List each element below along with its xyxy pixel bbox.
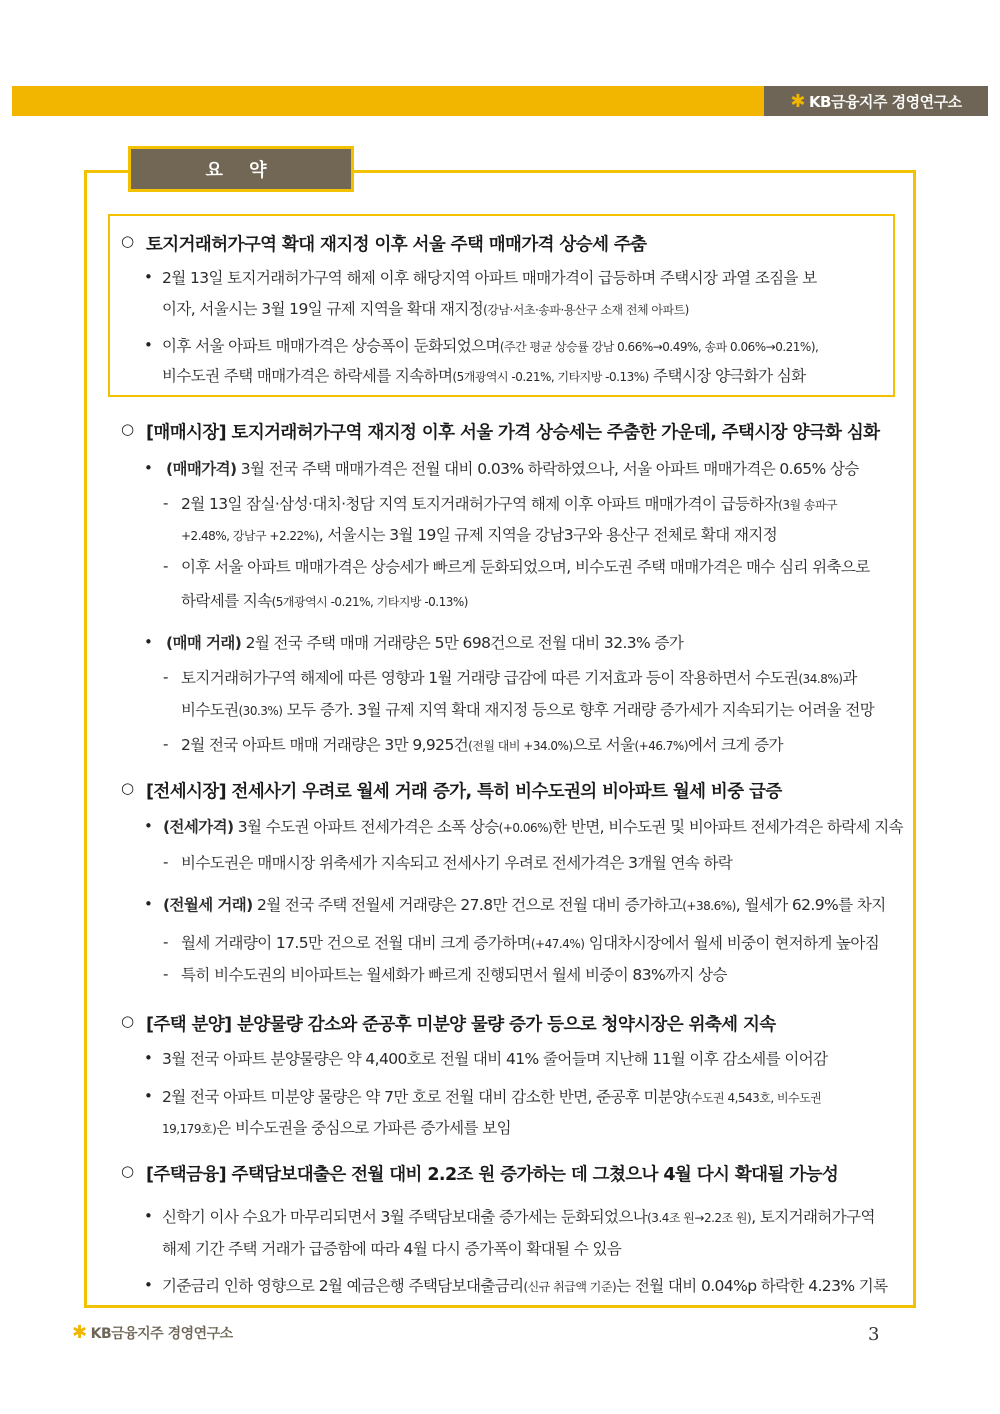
s3-bullet2 xyxy=(163,893,886,915)
dash-icon: - xyxy=(163,853,169,871)
dash-icon: - xyxy=(163,557,169,575)
s3-b2-lead: (전월세 거래) xyxy=(163,896,253,914)
bullet-icon: • xyxy=(144,1276,153,1294)
s2-dash4 xyxy=(181,733,783,755)
s2-d3-l1-text: 토지거래허가구역 해제에 따른 영향과 1월 거래량 급감에 따른 기저효과 등이 작용하면서 수도권 xyxy=(181,669,799,687)
dash-icon: - xyxy=(163,933,169,951)
s1-bullet2-line1 xyxy=(162,334,818,356)
s4-b2-l2-text: 은 비수도권을 중심으로 가파른 증가세를 보임 xyxy=(216,1119,511,1137)
s2-d1-l2-text: , 서울시는 3월 19일 규제 지역을 강남3구와 용산구 전체로 확대 재지정 xyxy=(318,526,778,544)
s2-dash1-line1 xyxy=(181,492,837,514)
bullet-icon: • xyxy=(144,895,153,913)
bullet-icon: • xyxy=(144,817,153,835)
s2-bullet2 xyxy=(166,631,683,653)
s4-b2-l1-text: 2월 전국 아파트 미분양 물량은 약 7만 호로 전월 대비 감소한 반면, 준공후 미분양 xyxy=(162,1088,687,1106)
s1-b2-l1-text: 이후 서울 아파트 매매가격은 상승폭이 둔화되었으며 xyxy=(162,337,500,355)
s1-bullet2-line2 xyxy=(162,364,806,386)
s3-dash2 xyxy=(181,931,879,953)
dash-icon: - xyxy=(163,965,169,983)
s2-dash3-line1 xyxy=(181,666,857,688)
header-brand-text: KB금융지주 경영연구소 xyxy=(808,92,962,111)
section-bullet-icon: ○ xyxy=(121,232,135,250)
s2-dash2-line2 xyxy=(181,589,468,611)
s2-d2-l2-text: 하락세를 지속 xyxy=(181,592,272,610)
header-accent-bar xyxy=(12,86,764,116)
s3-dash1: 비수도권은 매매시장 위축세가 지속되고 전세사기 우려로 전세가격은 3개월 연속 하락 xyxy=(181,854,733,872)
s4-bullet2-line1 xyxy=(162,1085,821,1107)
s5-b2-b: 는 전월 대비 0.04%p 하락한 4.23% 기록 xyxy=(616,1277,888,1295)
s2-b1-lead: (매매가격) xyxy=(166,460,237,478)
s1-bullet1-line1: 2월 13일 토지거래허가구역 해제 이후 해당지역 아파트 매매가격이 급등하며 주택시장 과열 조짐을 보 xyxy=(162,269,817,287)
s5-b2-note: (신규 취급액 기준) xyxy=(523,1280,617,1294)
s1-bullet1-line2 xyxy=(162,297,689,319)
s3-b2-b: , 월세가 62.9%를 차지 xyxy=(735,896,886,914)
s3-bullet1 xyxy=(163,815,903,837)
bullet-icon: • xyxy=(144,336,153,354)
header-brand-box xyxy=(764,86,988,116)
s1-b1-l2-text: 이자, 서울시는 3월 19일 규제 지역을 확대 재지정 xyxy=(162,300,484,318)
s3-dash3: 특히 비수도권의 비아파트는 월세화가 빠르게 진행되면서 월세 비중이 83%까지 상승 xyxy=(181,966,727,984)
s2-d3-l2-text: 비수도권 xyxy=(181,701,239,719)
section-bullet-icon: ○ xyxy=(121,420,135,438)
s2-d1-l1-text: 2월 13일 잠실·삼성·대치·청담 지역 토지거래허가구역 해제 이후 아파트 매매가격이 급등하자 xyxy=(181,495,779,513)
footer-brand-text: KB금융지주 경영연구소 xyxy=(90,1325,233,1342)
s3-b1-b: 한 반면, 비수도권 및 비아파트 전세가격은 하락세 지속 xyxy=(552,818,904,836)
s5-bullet1-line2: 해제 기간 주택 거래가 급증함에 따라 4월 다시 증가폭이 확대될 수 있음 xyxy=(162,1240,622,1258)
bullet-icon: • xyxy=(144,1049,153,1067)
s2-d3-l2-end: 모두 증가. 3월 규제 지역 확대 재지정 등으로 향후 거래량 증가세가 지속되기는 어려울 전망 xyxy=(282,701,875,719)
s4-b2-l1-note: (수도권 4,543호, 비수도권 xyxy=(686,1091,822,1105)
page-number: 3 xyxy=(868,1324,880,1345)
bullet-icon: • xyxy=(144,268,153,286)
s2-d4-note1: (전월 대비 +34.0%) xyxy=(468,739,573,753)
s3-b2-a: 2월 전국 주택 전월세 거래량은 27.8만 건으로 전월 대비 증가하고 xyxy=(252,896,683,914)
kb-star-icon: ✱ xyxy=(72,1322,87,1343)
s4-bullet2-line2 xyxy=(162,1116,511,1138)
s3-b1-lead: (전세가격) xyxy=(163,818,234,836)
s2-d4-b: 으로 서울 xyxy=(572,736,635,754)
s3-d2-a: 월세 거래량이 17.5만 건으로 전월 대비 크게 증가하며 xyxy=(181,934,531,952)
s4-bullet1: 3월 전국 아파트 분양물량은 약 4,400호로 전월 대비 41% 줄어들며 지난해 11월 이후 감소세를 이어감 xyxy=(162,1050,828,1068)
section-heading-5: [주택금융] 주택담보대출은 전월 대비 2.2조 원 증가하는 데 그쳤으나 4월 다시 확대될 가능성 xyxy=(146,1165,839,1185)
s1-b2-l2-text: 비수도권 주택 매매가격은 하락세를 지속하며 xyxy=(162,367,453,385)
s2-d4-note2: (+46.7%) xyxy=(634,739,689,753)
s2-d4-a: 2월 전국 아파트 매매 거래량은 3만 9,925건 xyxy=(181,736,469,754)
s5-b1-l1-note: (3.4조 원→2.2조 원) xyxy=(647,1211,752,1225)
section-heading-2: [매매시장] 토지거래허가구역 재지정 이후 서울 가격 상승세는 주춤한 가운데, 주택시장 양극화 심화 xyxy=(146,423,880,443)
s2-d3-l1-end: 과 xyxy=(842,669,857,687)
s5-b1-l1-text: 신학기 이사 수요가 마무리되면서 3월 주택담보대출 증가세는 둔화되었으나 xyxy=(162,1208,648,1226)
s2-dash2-line1: 이후 서울 아파트 매매가격은 상승세가 빠르게 둔화되었으며, 비수도권 주택 매매가격은 매수 심리 위축으로 xyxy=(181,558,870,576)
s1-b2-l2-note: (5개광역시 -0.21%, 기타지방 -0.13%) xyxy=(452,370,649,384)
section-bullet-icon: ○ xyxy=(121,779,135,797)
s3-b2-note: (+38.6%) xyxy=(682,899,736,913)
bullet-icon: • xyxy=(144,459,153,477)
kb-star-icon: ✱ xyxy=(790,90,805,112)
dash-icon: - xyxy=(163,494,169,512)
dash-icon: - xyxy=(163,668,169,686)
s3-d2-b: 임대차시장에서 월세 비중이 현저하게 높아짐 xyxy=(584,934,880,952)
s2-d1-l1-note: (3월 송파구 xyxy=(778,498,838,512)
s1-b1-l2-note: (강남·서초·송파·용산구 소재 전체 아파트) xyxy=(483,303,689,317)
s5-bullet2 xyxy=(162,1274,888,1296)
dash-icon: - xyxy=(163,735,169,753)
s2-dash1-line2 xyxy=(181,523,777,545)
s3-d2-note: (+47.4%) xyxy=(530,937,585,951)
section-heading-1: 토지거래허가구역 확대 재지정 이후 서울 주택 매매가격 상승세 주춤 xyxy=(146,235,647,255)
s2-d4-c: 에서 크게 증가 xyxy=(688,736,783,754)
s3-b1-a: 3월 수도권 아파트 전세가격은 소폭 상승 xyxy=(233,818,499,836)
s5-bullet1-line1 xyxy=(162,1205,875,1227)
s5-b2-a: 기준금리 인하 영향으로 2월 예금은행 주택담보대출금리 xyxy=(162,1277,524,1295)
s2-d3-l2-note: (30.3%) xyxy=(238,704,283,718)
section-bullet-icon: ○ xyxy=(121,1012,135,1030)
s3-b1-note: (+0.06%) xyxy=(498,821,553,835)
bullet-icon: • xyxy=(144,633,153,651)
bullet-icon: • xyxy=(144,1087,153,1105)
bullet-icon: • xyxy=(144,1207,153,1225)
s1-b2-l1-note: (주간 평균 상승률 강남 0.66%→0.49%, 송파 0.06%→0.21%), xyxy=(499,340,819,354)
s2-d1-l2-note: +2.48%, 강남구 +2.22%) xyxy=(181,529,319,543)
s2-bullet1 xyxy=(166,457,859,479)
s4-b2-l2-note: 19,179호) xyxy=(162,1122,217,1136)
section-heading-3: [전세시장] 전세사기 우려로 월세 거래 증가, 특히 비수도권의 비아파트 월세 비중 급증 xyxy=(146,782,782,802)
s5-b1-l1-end: , 토지거래허가구역 xyxy=(751,1208,875,1226)
footer-brand xyxy=(72,1322,233,1343)
section-heading-4: [주택 분양] 분양물량 감소와 준공후 미분양 물량 증가 등으로 청약시장은 위축세 지속 xyxy=(146,1015,776,1035)
section-bullet-icon: ○ xyxy=(121,1162,135,1180)
summary-tab: 요 약 xyxy=(128,146,354,192)
s1-b2-l2-end: 주택시장 양극화가 심화 xyxy=(648,367,806,385)
s2-b2-text: 2월 전국 주택 매매 거래량은 5만 698건으로 전월 대비 32.3% 증가 xyxy=(241,634,684,652)
s2-b2-lead: (매매 거래) xyxy=(166,634,242,652)
s2-d2-l2-note: (5개광역시 -0.21%, 기타지방 -0.13%) xyxy=(271,595,468,609)
s2-b1-text: 3월 전국 주택 매매가격은 전월 대비 0.03% 하락하였으나, 서울 아파트 매매가격은 0.65% 상승 xyxy=(236,460,859,478)
s2-dash3-line2 xyxy=(181,698,874,720)
s2-d3-l1-note: (34.8%) xyxy=(798,672,843,686)
